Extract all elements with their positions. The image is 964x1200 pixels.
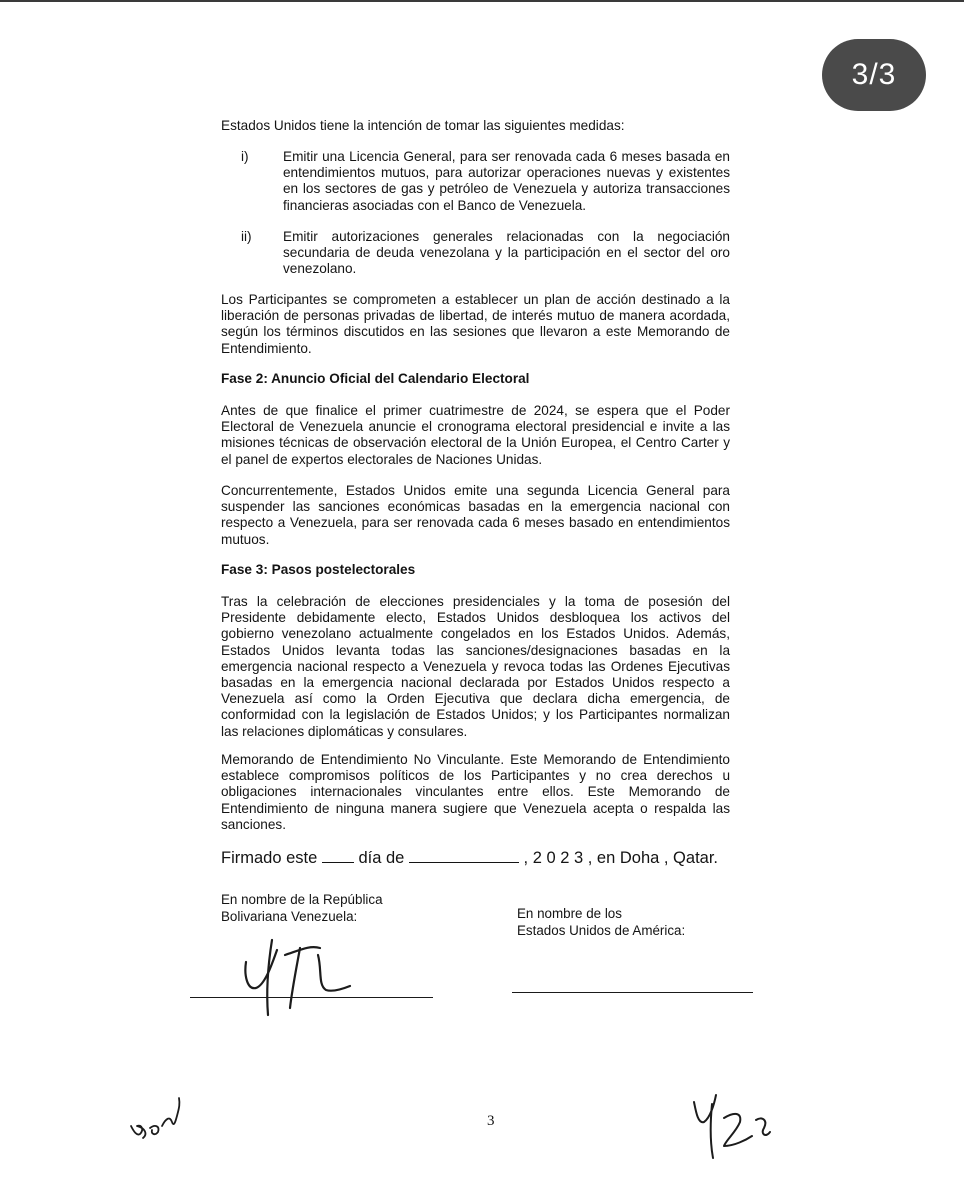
measure-text: Emitir una Licencia General, para ser renovada cada 6 meses basada en entendimientos mutuos, para autorizar operaciones nuevas y existentes en los sectores de gas y petróleo de Venezuela y autoriza transacciones financieras asociadas con el Banco de Venezuela.: [283, 149, 730, 213]
usa-label-line2: Estados Unidos de América:: [517, 922, 686, 938]
signed-year-place: , 2 0 2 3 , en Doha , Qatar.: [523, 849, 719, 867]
phase2-heading: Fase 2: Anuncio Oficial del Calendario Electoral: [221, 371, 530, 386]
phase3-heading: Fase 3: Pasos postelectorales: [221, 562, 416, 577]
intro-text: Estados Unidos tiene la intención de tomar las siguientes medidas:: [221, 118, 625, 133]
measure-number: ii): [241, 229, 252, 244]
phase2-paragraph-2: Concurrentemente, Estados Unidos emite una segunda Licencia General para suspender las sanciones económicas basadas en la emergencia nacional con respecto a Venezuela, para ser renovada cada 6 meses basado en entendimientos mutuos.: [221, 483, 730, 547]
phase3-paragraph: Tras la celebración de elecciones presidenciales y la toma de posesión del Presidente debidamente electo, Estados Unidos desbloquea los activos del gobierno venezolano actualmente congelados en los Estados Unidos. Además, Estados Unidos levanta todas las sanciones/designaciones basadas en la emergencia nacional respecto a Venezuela y revoca todas las Ordenes Ejecutivas basadas en la emergencia nacional declarada por Estados Unidos respecto a Venezuela así como la Orden Ejecutiva que declara dicha emergencia, de conformidad con la legislación de Estados Unidos; y los Participantes normalizan las relaciones diplomáticas y consulares.: [221, 594, 730, 739]
signed-day-word: día de: [358, 849, 405, 867]
nonbinding-paragraph: Memorando de Entendimiento No Vinculante. Este Memorando de Entendimiento establece compromisos políticos de los Participantes y no crea derechos u obligaciones internacionales vinculantes entre ellos. Este Memorando de Entendimiento de ninguna manera sugiere que Venezuela acepta o respalda las sanciones.: [221, 752, 730, 832]
measure-number: i): [241, 149, 249, 164]
participants-paragraph: Los Participantes se comprometen a establecer un plan de acción destinado a la liberación de personas privadas de libertad, de interés mutuo de manera acordada, según los términos discutidos en las sesiones que llevaron a este Memorando de Entendimiento.: [221, 292, 730, 356]
venezuela-label-line2: Bolivariana Venezuela:: [221, 908, 358, 924]
venezuela-label-line1: En nombre de la República: [221, 892, 383, 907]
page-number: 3: [487, 1113, 495, 1129]
usa-label-line1: En nombre de los: [517, 906, 622, 921]
page-count-badge: 3/3: [822, 39, 926, 111]
phase2-paragraph-1: Antes de que finalice el primer cuatrimestre de 2024, se espera que el Poder Electoral de Venezuela anuncie el cronograma electoral presidencial e invite a las misiones técnicas de observación electoral de la Unión Europea, el Centro Carter y el panel de expertos electorales de Naciones Unidas.: [221, 403, 730, 467]
measure-text: Emitir autorizaciones generales relacionadas con la negociación secundaria de deuda venezolana y la participación en el sector del oro venezolano.: [283, 229, 730, 277]
signed-prefix: Firmado este: [221, 849, 318, 867]
